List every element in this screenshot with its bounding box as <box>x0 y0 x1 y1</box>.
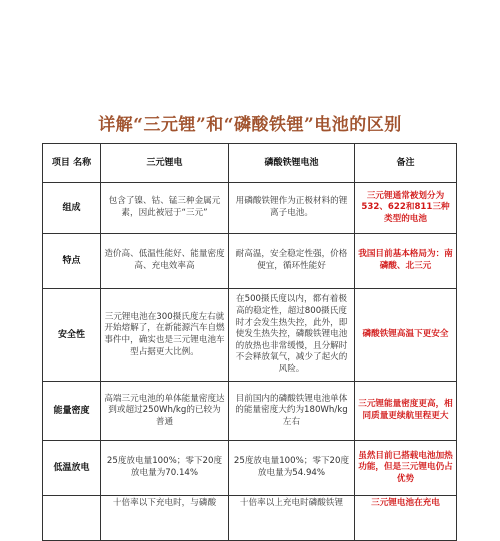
table-row <box>43 382 457 441</box>
lfp-cell: 用磷酸铁锂作为正极材料的锂离子电池。 <box>229 183 355 234</box>
lfp-cell: 耐高温，安全稳定性强，价格便宜，循环性能好 <box>229 234 355 289</box>
ncm-cell: 25度放电量100%；零下20度放电量为70.14% <box>101 441 229 496</box>
ncm-cell: 十倍率以下充电时，与磷酸 <box>101 496 229 541</box>
document-title: 详解“三元锂”和“磷酸铁锂”电池的区别 <box>98 115 402 135</box>
row-label: 特点 <box>43 234 101 289</box>
row-label: 能量密度 <box>43 382 101 441</box>
table-row <box>43 183 457 234</box>
ncm-cell: 包含了镍、钴、锰三种金属元素，因此被冠于“三元” <box>101 183 229 234</box>
lfp-cell: 十倍率以上充电时磷酸铁锂 <box>229 496 355 541</box>
row-label: 安全性 <box>43 289 101 382</box>
table-row <box>43 234 457 289</box>
lfp-cell: 25度放电量100%；零下20度放电量为54.94% <box>229 441 355 496</box>
lfp-cell: 在500摄氏度以内，都有着极高的稳定性，超过800摄氏度时才会发生热失控，此外，即使发生热失控，磷酸铁锂电池的放热也非常缓慢，且分解时不会释放氧气，减少了起火的风险。 <box>229 289 355 382</box>
table-row <box>43 441 457 496</box>
row-label: 低温放电 <box>43 441 101 496</box>
ncm-cell: 造价高、低温性能好、能量密度高、充电效率高 <box>101 234 229 289</box>
note-cell: 磷酸铁锂高温下更安全 <box>355 289 457 382</box>
ncm-cell: 三元锂电池在300摄氏度左右就开始熔解了，在新能源汽车自燃事件中，确实也是三元锂电池车型占据更大比例。 <box>101 289 229 382</box>
note-cell: 三元锂能量密度更高，相同质量更续航里程更大 <box>355 382 457 441</box>
header-item-label: 项目 <box>51 157 70 168</box>
ncm-cell: 高端三元电池的单体能量密度达到或超过250Wh/kg的已较为普通 <box>101 382 229 441</box>
table-row <box>43 496 457 541</box>
note-cell: 我国目前基本格局为：南磷酸、北三元 <box>355 234 457 289</box>
note-cell: 三元锂电池在充电 <box>355 496 457 541</box>
header-note: 备注 <box>355 144 457 183</box>
note-cell: 虽然目前已搭载电池加热功能，但是三元锂电仍占优势 <box>355 441 457 496</box>
comparison-table <box>42 143 457 541</box>
lfp-cell: 目前国内的磷酸铁锂电池单体的能量密度大约为180Wh/kg左右 <box>229 382 355 441</box>
header-item-name <box>43 144 101 183</box>
note-cell: 三元锂通常被划分为532、622和811三种类型的电池 <box>355 183 457 234</box>
header-name-label: 名称 <box>73 157 92 168</box>
header-lfp: 磷酸铁锂电池 <box>229 144 355 183</box>
row-label <box>43 496 101 541</box>
header-ncm: 三元锂电 <box>101 144 229 183</box>
row-label: 组成 <box>43 183 101 234</box>
header-row <box>43 144 457 183</box>
table-row <box>43 289 457 382</box>
